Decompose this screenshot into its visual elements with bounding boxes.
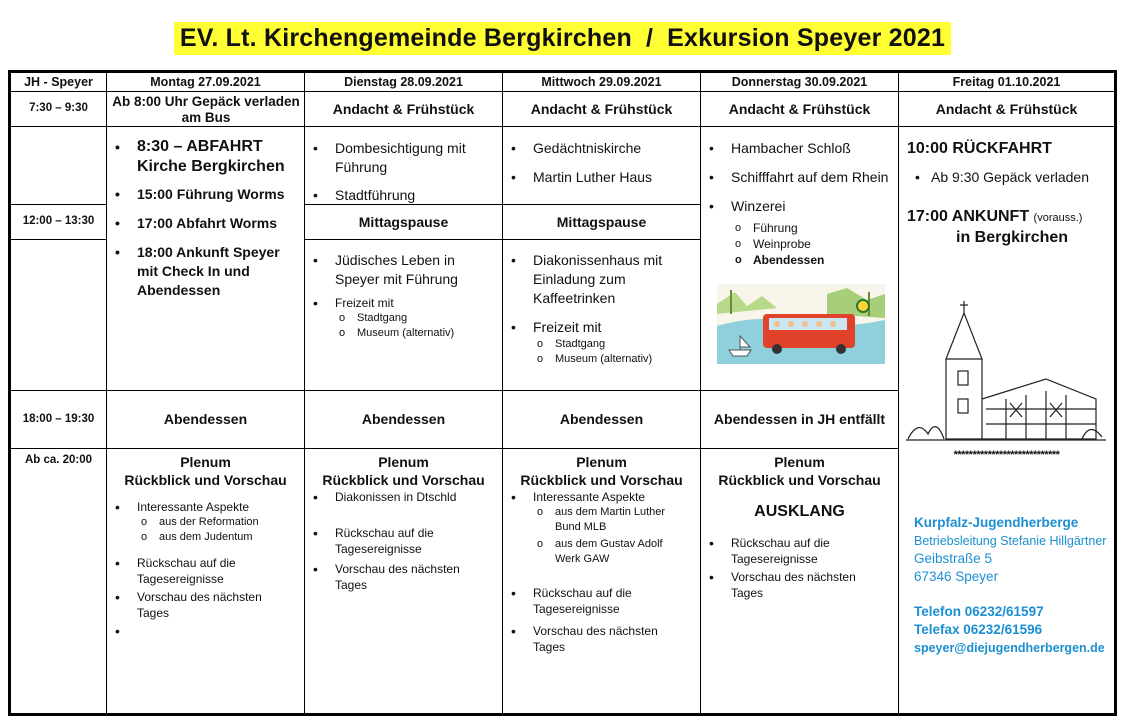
list-item: • Diakonissenhaus mit Einladung zum Kaffeetrinken [503, 251, 699, 308]
list-item: • Ab 9:30 Gepäck verladen [907, 168, 1112, 187]
list-item: o Museum (alternativ) [503, 352, 699, 367]
list-item: • Dombesichtigung mit Führung [305, 139, 501, 177]
header-wednesday: Mittwoch 29.09.2021 [541, 75, 662, 89]
monday-program [107, 137, 303, 300]
church-sketch [906, 299, 1106, 447]
plenum-title: Plenum [378, 454, 429, 470]
hostel-contact [914, 514, 1114, 657]
list-item: o aus dem Martin Luther Bund MLB [503, 505, 700, 535]
list-item: • Stadtführung [305, 186, 501, 205]
tuesday-dinner: Abendessen [361, 411, 446, 427]
list-item: • Diakonissen in Dtschld [305, 489, 502, 505]
hostel-email[interactable]: speyer@diejugendherbergen.de [914, 641, 1105, 655]
list-item: • Rückschau auf die Tagesereignisse [503, 585, 700, 617]
hostel-fax: Telefax 06232/61596 [914, 622, 1043, 637]
time-morning: 7:30 – 9:30 [29, 102, 88, 114]
tuesday-afternoon [305, 251, 501, 341]
list-item: o Stadtgang [503, 337, 699, 352]
friday-program [907, 139, 1112, 248]
thursday-evening [701, 453, 898, 601]
monday-morning: Ab 8:00 Uhr Gepäck verladen am Bus [112, 94, 300, 125]
plenum-title: Plenum [774, 454, 825, 470]
hostel-street: Geibstraße 5 [914, 551, 993, 566]
list-item: o Abendessen [701, 252, 897, 268]
friday-morning: Andacht & Frühstück [935, 101, 1078, 117]
header-corner: JH - Speyer [24, 75, 93, 89]
header-thursday: Donnerstag 30.09.2021 [731, 75, 868, 89]
list-item: • Schifffahrt auf dem Rhein [701, 168, 897, 187]
hostel-manager: Betriebsleitung Stefanie Hillgärtner [914, 534, 1107, 548]
list-item: o Museum (alternativ) [305, 326, 501, 341]
time-dinner: 18:00 – 19:30 [22, 413, 95, 425]
list-item: • Interessante Aspekte [503, 489, 700, 505]
list-item: • Hambacher Schloß [701, 139, 897, 158]
list-item: • Interessante Aspekte [107, 499, 304, 515]
time-lunch: 12:00 – 13:30 [22, 215, 95, 227]
list-item: o Stadtgang [305, 311, 501, 326]
thursday-program [701, 139, 897, 268]
hostel-city: 67346 Speyer [914, 569, 999, 584]
list-item [107, 623, 304, 639]
plenum-title: Plenum [180, 454, 231, 470]
title-separator: / [645, 24, 654, 52]
wednesday-program [503, 139, 699, 187]
list-item: • 17:00 Abfahrt Worms [107, 214, 303, 233]
list-item: o aus der Reformation [107, 515, 304, 530]
review-title: Rückblick und Vorschau [520, 472, 683, 488]
list-item: • Rückschau auf die Tagesereignisse [305, 525, 502, 557]
list-item: • Vorschau des nächsten Tages [305, 561, 502, 593]
list-item: • Martin Luther Haus [503, 168, 699, 187]
header-tuesday: Dienstag 28.09.2021 [344, 75, 463, 89]
list-item: o aus dem Judentum [107, 530, 304, 545]
list-item: • Winzerei [701, 197, 897, 216]
tuesday-program [305, 139, 501, 205]
list-item: • Rückschau auf die Tagesereignisse [701, 535, 898, 567]
header-friday: Freitag 01.10.2021 [952, 75, 1061, 89]
hostel-phone: Telefon 06232/61597 [914, 604, 1044, 619]
time-evening: Ab ca. 20:00 [24, 454, 93, 466]
wednesday-lunch: Mittagspause [556, 214, 647, 230]
monday-evening [107, 453, 304, 639]
list-item: • Vorschau des nächsten Tages [503, 623, 700, 655]
wednesday-afternoon [503, 251, 699, 367]
friday-departure: 10:00 RÜCKFAHRT [907, 140, 1052, 157]
list-item: • Vorschau des nächsten Tages [107, 589, 304, 621]
thursday-morning: Andacht & Frühstück [728, 101, 871, 117]
wednesday-morning: Andacht & Frühstück [530, 101, 673, 117]
list-item: o aus dem Gustav Adolf Werk GAW [503, 537, 700, 567]
list-item: • 8:30 – ABFAHRT Kirche Bergkirchen [107, 137, 303, 177]
header-monday: Montag 27.09.2021 [150, 75, 261, 89]
page-header [0, 22, 1125, 55]
list-item: • Jüdisches Leben in Speyer mit Führung [305, 251, 501, 289]
review-title: Rückblick und Vorschau [322, 472, 485, 488]
friday-arrival-place: in Bergkirchen [956, 229, 1069, 246]
review-title: Rückblick und Vorschau [124, 472, 287, 488]
tuesday-evening [305, 453, 502, 593]
tuesday-morning: Andacht & Frühstück [332, 101, 475, 117]
friday-arrival: 17:00 ANKUNFT (vorauss.) [907, 208, 1083, 225]
list-item: • Gedächtniskirche [503, 139, 699, 158]
plenum-title: Plenum [576, 454, 627, 470]
list-item: o Weinprobe [701, 236, 897, 252]
wednesday-evening [503, 453, 700, 655]
bus-ship-illustration [717, 284, 885, 364]
review-title: Rückblick und Vorschau [718, 472, 881, 488]
stars-divider: **************************** [953, 449, 1060, 461]
list-item: • 15:00 Führung Worms [107, 185, 303, 204]
hostel-name: Kurpfalz-Jugendherberge [914, 515, 1079, 530]
list-item: • Rückschau auf die Tagesereignisse [107, 555, 304, 587]
page-title [174, 22, 951, 55]
closing-title: AUSKLANG [754, 503, 845, 520]
list-item: • Freizeit mit [503, 318, 699, 337]
schedule-table [8, 70, 1117, 716]
wednesday-dinner: Abendessen [559, 411, 644, 427]
tuesday-lunch: Mittagspause [358, 214, 449, 230]
thursday-dinner: Abendessen in JH entfällt [713, 411, 886, 427]
title-excursion: Exkursion Speyer 2021 [667, 24, 946, 52]
monday-dinner: Abendessen [163, 411, 248, 427]
list-item: • Vorschau des nächsten Tages [701, 569, 898, 601]
title-parish: EV. Lt. Kirchengemeinde Bergkirchen [179, 24, 632, 52]
list-item: • Freizeit mit [305, 295, 501, 311]
list-item: o Führung [701, 220, 897, 236]
list-item: • 18:00 Ankunft Speyer mit Check In und Abendessen [107, 243, 303, 300]
